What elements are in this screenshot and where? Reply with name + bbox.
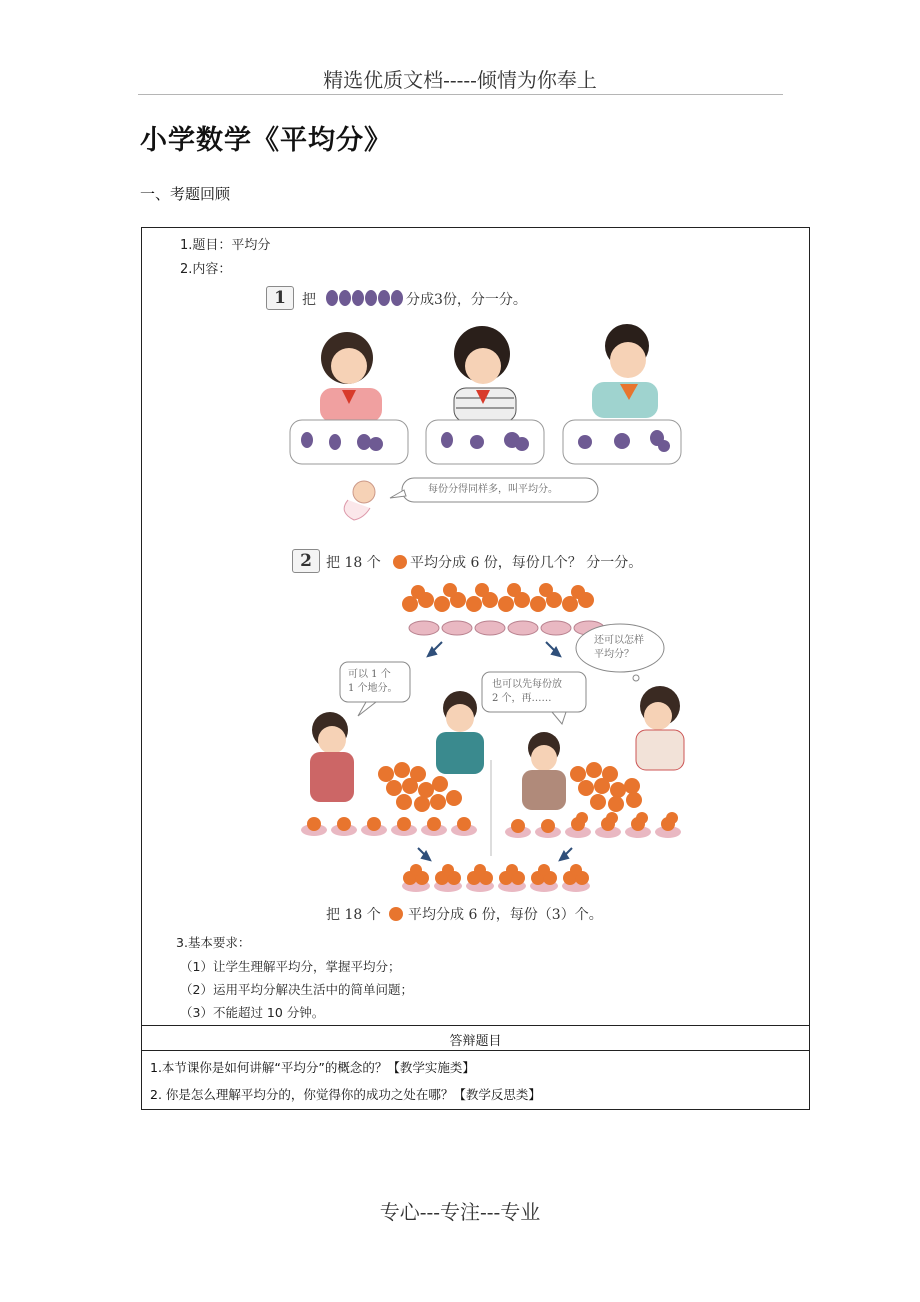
page-title: 小学数学《平均分》 (140, 125, 392, 156)
table-divider (142, 1050, 809, 1051)
page-header: 精选优质文档-----倾情为你奉上 (323, 68, 597, 92)
bubble-middle-text: 也可以先每份放 2 个，再…… (492, 679, 562, 704)
question-frame (141, 227, 810, 1110)
example-1-badge: 1 (266, 286, 294, 310)
plates-left-group (301, 817, 477, 836)
textbook-illustration (142, 228, 809, 928)
child-girl-left-icon (320, 332, 382, 422)
bubble-average-definition-text: 每份分得同样多，叫平均分。 (428, 484, 558, 495)
example-1-instruction: 分成3份，分一分。 (406, 292, 527, 308)
orange-icon (393, 555, 407, 569)
example-2-question: 平均分成 6 份，每份几个？ 分一分。 (410, 555, 643, 571)
example-2-prefix: 把 18 个 (326, 555, 381, 571)
angel-icon (344, 481, 375, 520)
header-rule (138, 94, 783, 95)
example-2-badge: 2 (292, 549, 320, 573)
candy-box-3 (563, 420, 681, 464)
arrow-down-right-icon (546, 642, 560, 656)
plates-right-group (505, 812, 681, 838)
bubble-left-text: 可以 1 个 1 个地分。 (348, 669, 398, 694)
plates-result-row (402, 864, 590, 892)
qa-heading: 答辩题目 (449, 1034, 502, 1049)
example-1-prefix: 把 (302, 292, 316, 308)
child-boy-right-icon (592, 324, 658, 418)
qa-item: 1.本节课你是如何讲解“平均分”的概念的？【教学实施类】 (150, 1060, 475, 1075)
child-left-icon (310, 712, 354, 802)
table-divider (142, 1025, 809, 1026)
page-footer: 专心---专注---专业 (379, 1200, 541, 1224)
requirement-item: （2）运用平均分解决生活中的简单问题； (180, 982, 413, 997)
content-label: 2.内容： (180, 262, 232, 277)
example-2-result: 平均分成 6 份，每份（3）个。 (408, 907, 603, 923)
candy-box-2 (426, 420, 544, 464)
topic-title: 1.题目：平均分 (180, 238, 271, 253)
arrow-down-right-icon (418, 848, 430, 860)
empty-plates-row (409, 621, 604, 635)
orange-icon (389, 907, 403, 921)
child-right-icon (636, 686, 684, 770)
arrow-down-left-icon (560, 848, 572, 860)
section-heading: 一、考题回顾 (140, 185, 231, 203)
requirement-item: （1）让学生理解平均分，掌握平均分； (180, 959, 401, 974)
orange-pile-right (570, 762, 642, 812)
candy-box-1 (290, 420, 408, 464)
arrow-down-left-icon (428, 642, 442, 656)
child-girl-middle-icon (454, 326, 516, 422)
qa-item: 2. 你是怎么理解平均分的，你觉得你的成功之处在哪？【教学反思类】 (150, 1087, 541, 1102)
candy-row-icon (326, 290, 403, 306)
example-2-result-prefix: 把 18 个 (326, 907, 381, 923)
child-middle-icon (522, 732, 566, 810)
bubble-right-text: 还可以怎样 平均分？ (594, 635, 644, 660)
orange-pile-icon (402, 583, 594, 612)
child-waving-icon (436, 691, 484, 774)
requirement-item: （3）不能超过 10 分钟。 (180, 1005, 325, 1020)
requirements-heading: 3.基本要求： (176, 935, 251, 950)
